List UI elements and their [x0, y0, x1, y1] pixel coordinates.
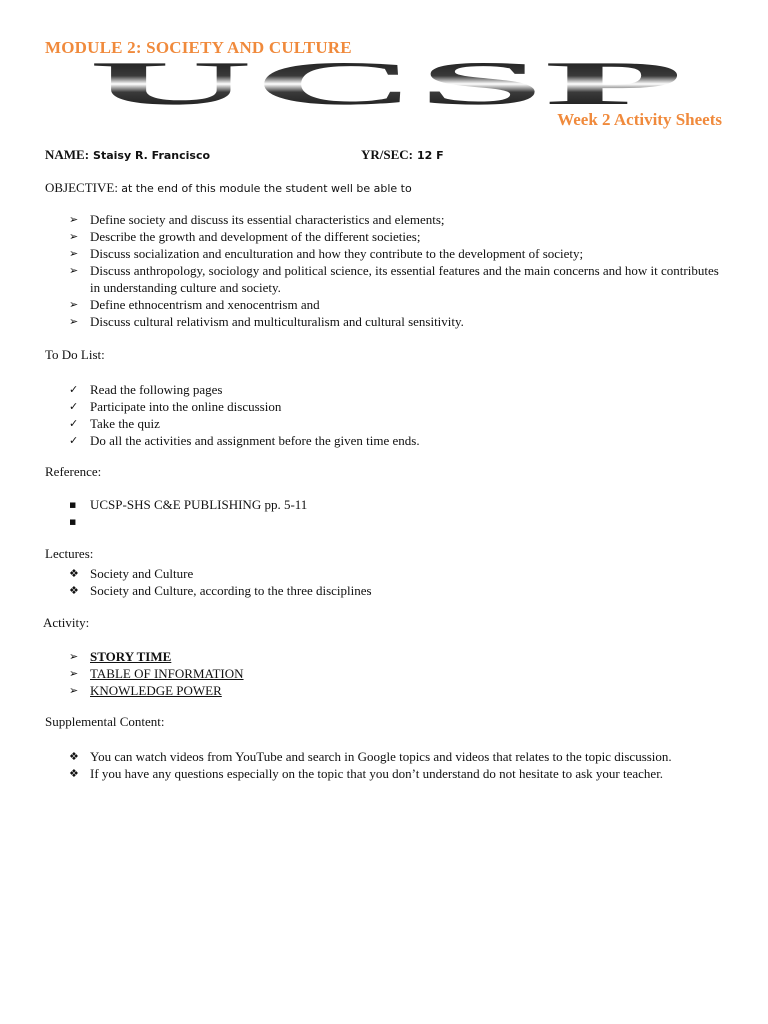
activity-item-knowledge-power[interactable]: [69, 682, 719, 699]
check-mark-icon: ✓: [69, 434, 79, 447]
objective-item: ➢ Discuss anthropology, sociology and political science, its essential features and the main concerns and how it contributes in understanding culture and society.: [69, 263, 719, 295]
ucsp-banner: [84, 58, 689, 113]
yrsec-label: YR/SEC:: [361, 147, 414, 162]
todo-label: To Do List:: [45, 347, 105, 362]
arrowhead-bullet-icon: ➢: [69, 230, 79, 243]
objective-item: ➢ Discuss socialization and enculturation and how they contribute to the development of society;: [69, 246, 584, 261]
objective-heading: [45, 180, 412, 196]
square-bullet-icon: ▪: [69, 498, 77, 511]
todo-list: [69, 381, 719, 449]
four-diamond-bullet-icon: ❖: [69, 584, 79, 597]
activity-link-table-of-information[interactable]: TABLE OF INFORMATION: [90, 666, 244, 681]
supplemental-item: ❖ If you have any questions especially on the topic that you don’t understand do not hesitate to ask your teacher.: [69, 766, 664, 781]
lectures-list: [69, 565, 719, 599]
supplemental-label: Supplemental Content:: [45, 714, 165, 729]
lecture-item: ❖ Society and Culture: [69, 566, 194, 581]
todo-item: ✓ Do all the activities and assignment before the given time ends.: [69, 433, 420, 448]
activity-item-table-of-information[interactable]: [69, 665, 719, 682]
week-title: Week 2 Activity Sheets: [557, 110, 722, 129]
objective-item: ➢ Describe the growth and development of the different societies;: [69, 229, 421, 244]
four-diamond-bullet-icon: ❖: [69, 567, 79, 580]
check-mark-icon: ✓: [69, 400, 79, 413]
arrowhead-bullet-icon: ➢: [69, 298, 79, 311]
lecture-item: ❖ Society and Culture, according to the three disciplines: [69, 583, 372, 598]
objective-intro: at the end of this module the student well be able to: [121, 182, 412, 195]
square-bullet-icon: ▪: [69, 515, 77, 528]
check-mark-icon: ✓: [69, 383, 79, 396]
todo-item: ✓ Take the quiz: [69, 416, 160, 431]
arrowhead-bullet-icon: ➢: [69, 684, 79, 697]
activity-item-story-time[interactable]: [69, 648, 719, 665]
yrsec-value: 12 F: [417, 149, 444, 162]
objective-item: ➢ Define society and discuss its essential characteristics and elements;: [69, 212, 445, 227]
yrsec-row: [361, 147, 444, 163]
objective-list: [69, 211, 719, 330]
objective-item: ➢ Define ethnocentrism and xenocentrism and: [69, 297, 320, 312]
four-diamond-bullet-icon: ❖: [69, 767, 79, 780]
module-title: MODULE 2: SOCIETY AND CULTURE: [45, 38, 352, 57]
arrowhead-bullet-icon: ➢: [69, 650, 79, 663]
arrowhead-bullet-icon: ➢: [69, 315, 79, 328]
todo-item: ✓ Participate into the online discussion: [69, 399, 282, 414]
name-label: NAME:: [45, 147, 90, 162]
reference-list: [69, 496, 719, 528]
activity-list: [69, 648, 719, 699]
four-diamond-bullet-icon: ❖: [69, 750, 79, 763]
reference-item: ▪ UCSP-SHS C&E PUBLISHING pp. 5-11: [69, 497, 308, 512]
activity-link-story-time[interactable]: STORY TIME: [90, 649, 172, 664]
check-mark-icon: ✓: [69, 417, 79, 430]
name-value: Staisy R. Francisco: [93, 149, 211, 162]
arrowhead-bullet-icon: ➢: [69, 213, 79, 226]
reference-label: Reference:: [45, 464, 102, 479]
objective-label: OBJECTIVE:: [45, 180, 118, 195]
name-row: [45, 147, 210, 163]
banner-text: UCSP: [88, 58, 684, 113]
activity-label: Activity:: [43, 615, 90, 630]
arrowhead-bullet-icon: ➢: [69, 264, 79, 277]
lectures-label: Lectures:: [45, 546, 94, 561]
arrowhead-bullet-icon: ➢: [69, 247, 79, 260]
supplemental-item: ❖ You can watch videos from YouTube and search in Google topics and videos that relates to the topic discussion.: [69, 749, 672, 764]
arrowhead-bullet-icon: ➢: [69, 667, 79, 680]
activity-link-knowledge-power[interactable]: KNOWLEDGE POWER: [90, 683, 222, 698]
todo-item: ✓ Read the following pages: [69, 382, 223, 397]
supplemental-list: [69, 748, 719, 782]
objective-item: ➢ Discuss cultural relativism and multiculturalism and cultural sensitivity.: [69, 314, 464, 329]
